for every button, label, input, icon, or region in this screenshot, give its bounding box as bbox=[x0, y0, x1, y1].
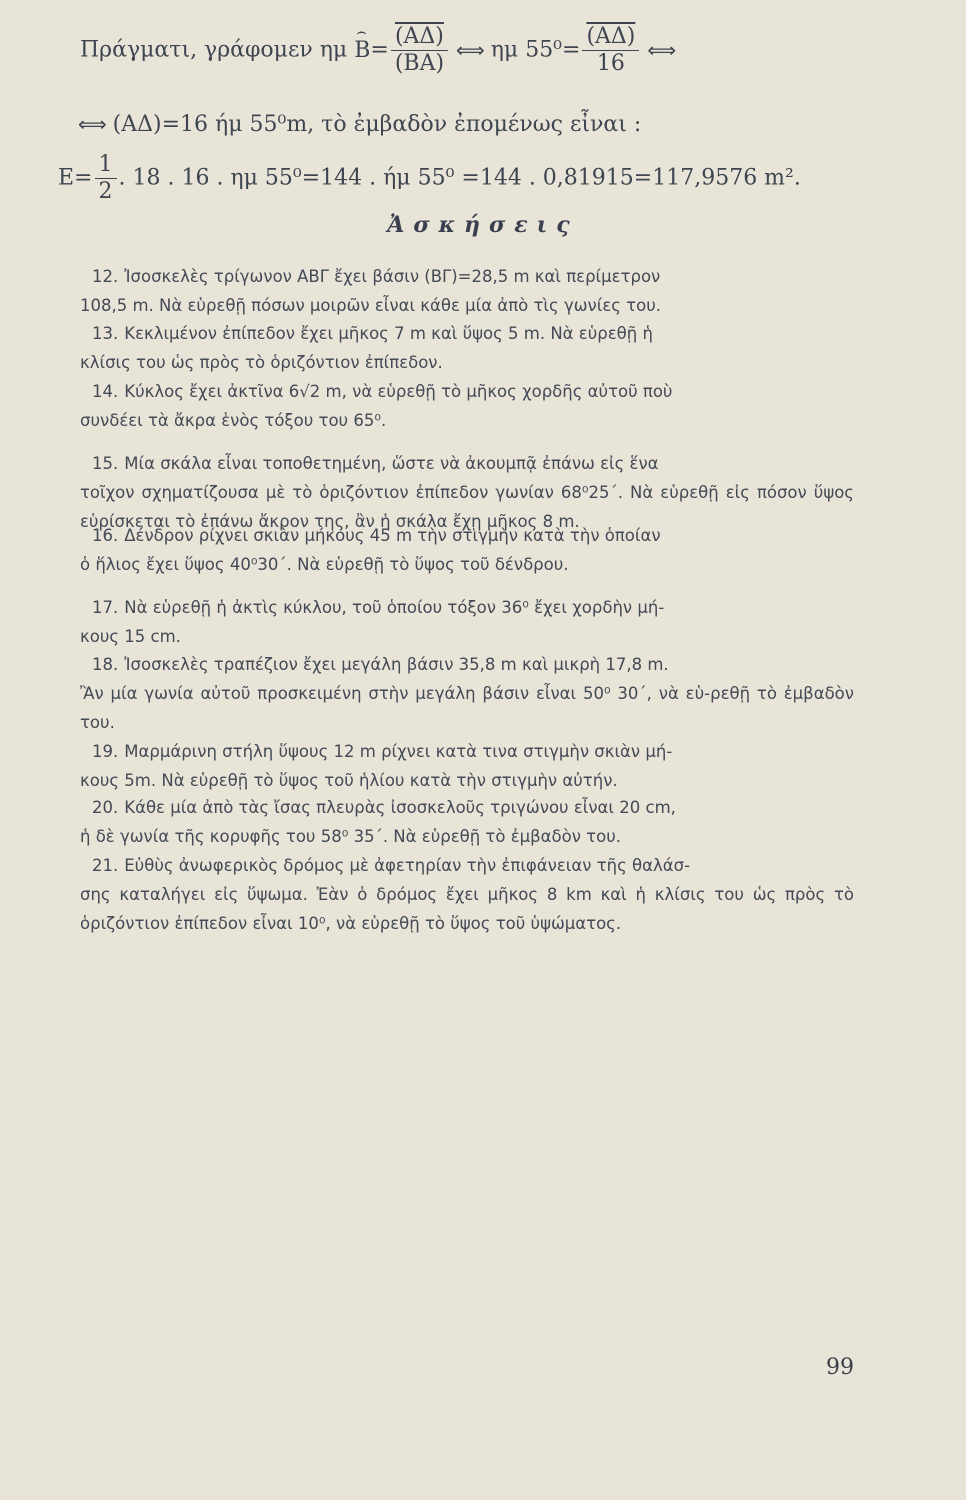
intro-text: Πράγματι, γράφομεν ημ bbox=[80, 37, 348, 63]
exercise-number: 21. bbox=[92, 856, 119, 875]
intro-text: (ΑΔ)=16 ήμ 55⁰m, τὸ ἐμβαδὸν ἐπομένως εἶναι : bbox=[112, 112, 642, 137]
exercise-text: Δένδρον ρίχνει σκιὰν μήκους 45 m τὴν στιγμὴν κατὰ τὴν ὁποίαν bbox=[124, 526, 661, 545]
equivalence-arrow: ⟺ bbox=[456, 37, 485, 62]
intro-line-2 bbox=[72, 114, 641, 136]
exercise-text: Ἰσοσκελὲς τρίγωνον ΑΒΓ ἔχει βάσιν (ΒΓ)=28,5 m καὶ περίμετρον bbox=[124, 267, 661, 286]
exercise-number: 18. bbox=[92, 655, 119, 674]
equivalence-arrow: ⟺ bbox=[78, 112, 107, 136]
intro-sine-expr: ημ 55⁰= bbox=[490, 37, 581, 63]
exercise-text-continued: κλίσις του ὡς πρὸς τὸ ὁριζόντιον ἐπίπεδον. bbox=[80, 353, 443, 372]
exercise-text-continued: συνδέει τὰ ἄκρα ἑνὸς τόξου του 65⁰. bbox=[80, 411, 387, 430]
exercise-text-continued: Ἂν μία γωνία αὐτοῦ προσκειμένη στὴν μεγάλη βάσιν εἶναι 50⁰ 30΄, νὰ εὑ-ρεθῇ τὸ ἐμβαδὸν του. bbox=[80, 684, 854, 732]
exercise-number: 20. bbox=[92, 798, 119, 817]
equivalence-arrow: ⟺ bbox=[647, 37, 677, 62]
exercise-text: Μαρμάρινη στήλη ὕψους 12 m ρίχνει κατὰ τινα στιγμὴν σκιὰν μή- bbox=[124, 742, 673, 761]
exercise-14 bbox=[80, 377, 854, 435]
exercise-number: 19. bbox=[92, 742, 119, 761]
exercise-number: 15. bbox=[92, 454, 119, 473]
exercise-17 bbox=[80, 593, 854, 651]
exercise-text-continued: ἡ δὲ γωνία τῆς κορυφῆς του 58⁰ 35΄. Νὰ εὑρεθῇ τὸ ἐμβαδὸν του. bbox=[80, 827, 621, 846]
exercise-text: Κεκλιμένον ἐπίπεδον ἔχει μῆκος 7 m καὶ ὕψος 5 m. Νὰ εὑρεθῇ ἡ bbox=[124, 324, 653, 343]
exercise-text-continued: ὁ ἥλιος ἔχει ὕψος 40⁰30΄. Νὰ εὑρεθῇ τὸ ὕψος τοῦ δένδρου. bbox=[80, 555, 569, 574]
exercise-20 bbox=[80, 793, 854, 851]
exercise-number: 13. bbox=[92, 324, 119, 343]
exercise-18 bbox=[80, 650, 854, 737]
exercise-number: 14. bbox=[92, 382, 119, 401]
exercise-text: Εὐθὺς ἀνωφερικὸς δρόμος μὲ ἀφετηρίαν τὴν ἐπιφάνειαν τῆς θαλάσ- bbox=[124, 856, 691, 875]
exercise-text-continued: τοῖχον σχηματίζουσα μὲ τὸ ὁριζόντιον ἐπίπεδον γωνίαν 68⁰25΄. Νὰ εὑρεθῇ εἰς πόσον ὕψος εὑρίσκεται τὸ ἐπάνω ἄκρον της, ἂν ἡ σκάλα ἔχῃ μῆκος 8 m. bbox=[80, 483, 854, 531]
exercise-number: 16. bbox=[92, 526, 119, 545]
exercise-19 bbox=[80, 737, 854, 795]
exercise-text: Μία σκάλα εἶναι τοποθετημένη, ὥστε νὰ ἀκουμπᾷ ἐπάνω εἰς ἕνα bbox=[124, 454, 659, 473]
page-number: 99 bbox=[826, 1355, 854, 1380]
exercise-16 bbox=[80, 521, 854, 579]
exercise-text: Κάθε μία ἀπὸ τὰς ἴσας πλευρὰς ἰσοσκελοῦς τριγώνου εἶναι 20 cm, bbox=[124, 798, 676, 817]
exercise-text-continued: σης καταλήγει εἰς ὕψωμα. Ἐὰν ὁ δρόμος ἔχει μῆκος 8 km καὶ ἡ κλίσις του ὡς πρὸς τὸ ὁριζόντιον ἐπίπεδον εἶναι 10⁰, νὰ εὑρεθῇ τὸ ὕψος τοῦ ὑψώματος. bbox=[80, 885, 854, 933]
exercise-text: Ἰσοσκελὲς τραπέζιον ἔχει μεγάλη βάσιν 35,8 m καὶ μικρὴ 17,8 m. bbox=[124, 655, 669, 674]
exercise-text-continued: κους 15 cm. bbox=[80, 627, 181, 646]
fraction-one-half: $\frac{1}{2}$ bbox=[95, 154, 117, 203]
exercise-21 bbox=[80, 851, 854, 938]
exercise-text-continued: 108,5 m. Νὰ εὑρεθῇ πόσων μοιρῶν εἶναι κάθε μία ἀπὸ τὶς γωνίες του. bbox=[80, 296, 661, 315]
exercise-13 bbox=[80, 319, 854, 377]
fraction-ad-ba: $\frac{(A\Delta)}{(BA)}$ bbox=[391, 26, 448, 75]
exercise-text: Νὰ εὑρεθῇ ἡ ἀκτὶς κύκλου, τοῦ ὁποίου τόξον 36⁰ ἔχει χορδὴν μή- bbox=[124, 598, 665, 617]
exercise-number: 12. bbox=[92, 267, 119, 286]
intro-line-1: Πράγματι, γράφομεν ημ ⌢ B= $\frac{(A\Delta)}{(BA)}$ ⟺ ημ 55⁰= $\frac{(A\Delta)}{16}$ ⟺ bbox=[80, 21, 677, 76]
area-label: E= bbox=[58, 165, 93, 191]
exercise-text: Κύκλος ἔχει ἀκτῖνα 6√2 m, νὰ εὑρεθῇ τὸ μῆκος χορδῆς αὐτοῦ ποὺ bbox=[124, 382, 673, 401]
area-computation: . 18 . 16 . ημ 55⁰=144 . ήμ 55⁰ =144 . 0,81915=117,9576 m². bbox=[118, 165, 801, 191]
exercise-12 bbox=[80, 262, 854, 320]
section-heading: Ἀσκήσεις bbox=[387, 212, 579, 238]
angle-b: ⌢ B bbox=[354, 21, 371, 63]
exercise-number: 17. bbox=[92, 598, 119, 617]
intro-line-3 bbox=[58, 154, 801, 203]
exercise-text-continued: κους 5m. Νὰ εὑρεθῇ τὸ ὕψος τοῦ ἡλίου κατὰ τὴν στιγμὴν αὐτήν. bbox=[80, 771, 618, 790]
fraction-ad-16: $\frac{(A\Delta)}{16}$ bbox=[582, 26, 639, 75]
